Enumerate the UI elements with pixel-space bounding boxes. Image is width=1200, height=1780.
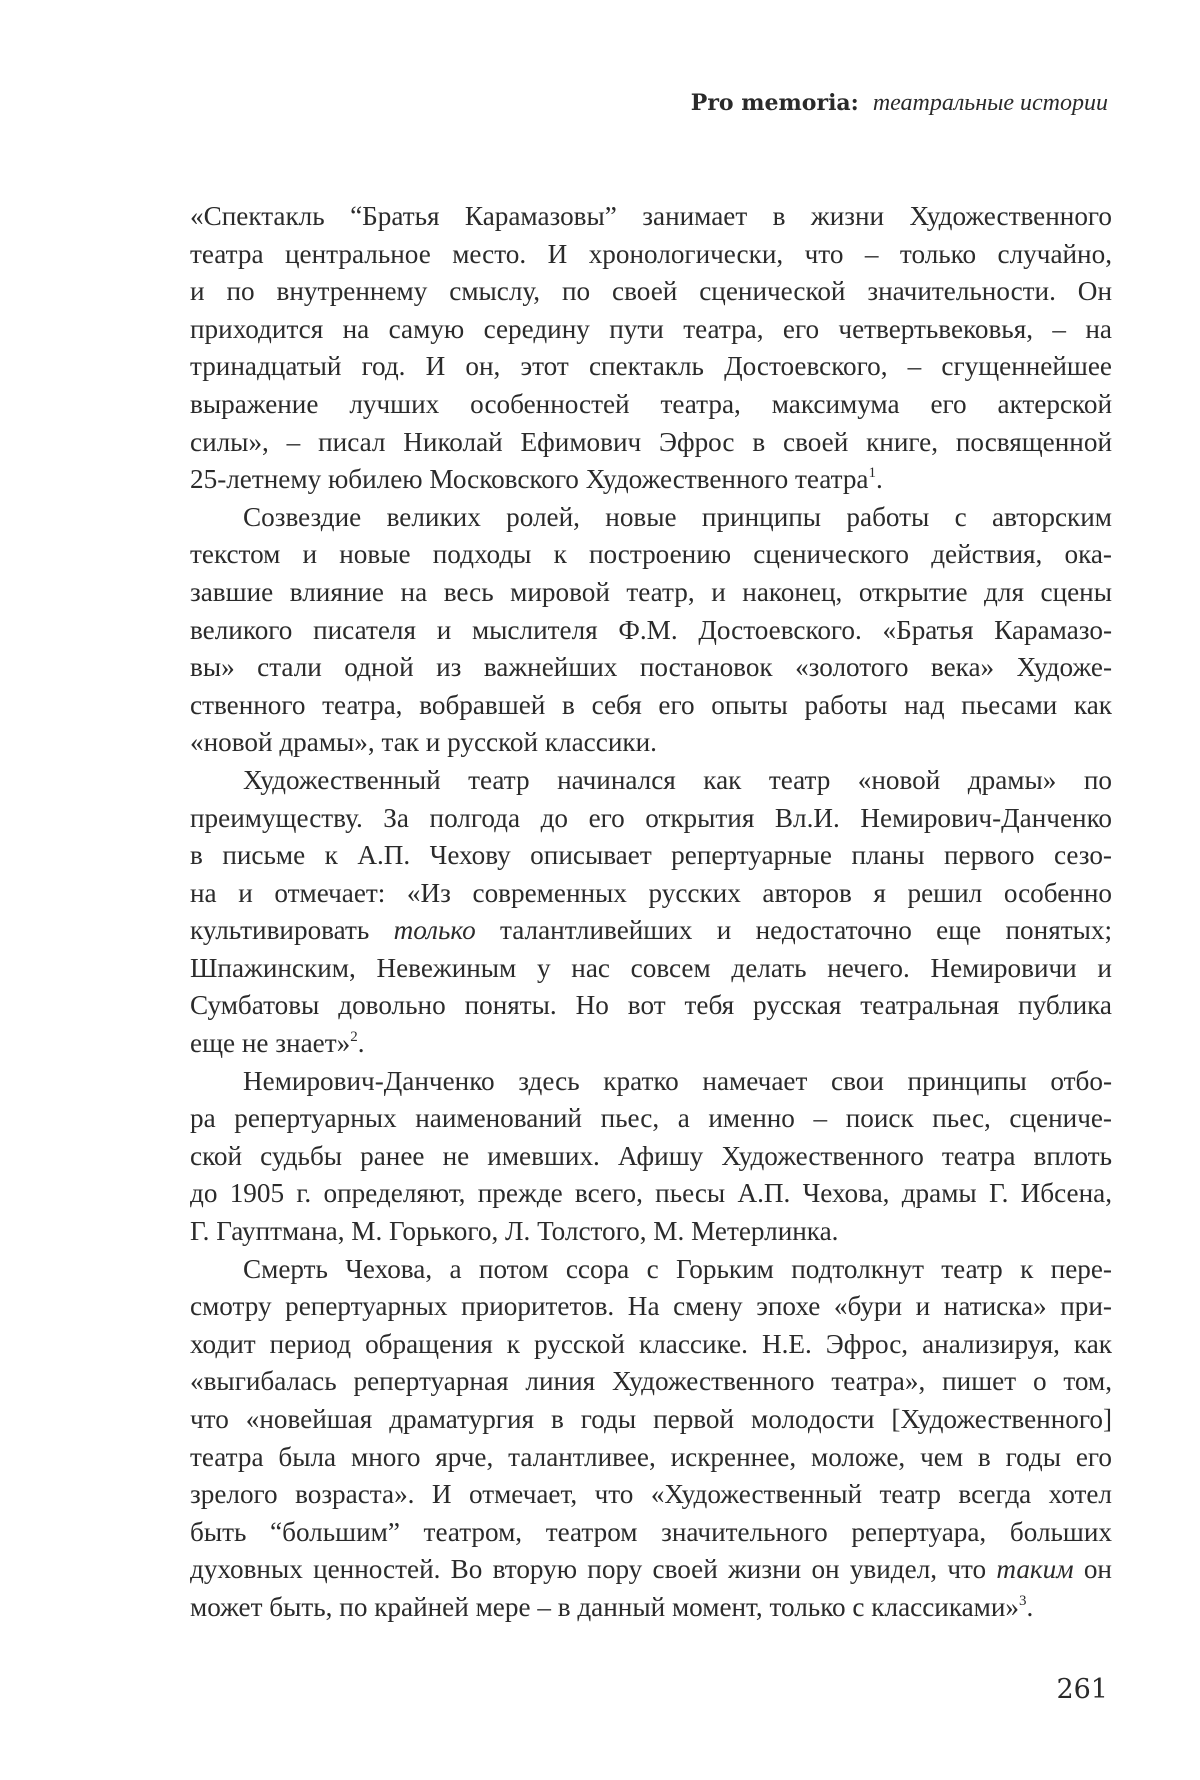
footnote-marker[interactable]: 1 — [868, 465, 877, 482]
text-run: великого писателя и мыслителя Ф.М. Достоевского. «Братья Карамазо- — [190, 614, 1112, 645]
text-line — [190, 1175, 1112, 1213]
text-line — [190, 687, 1112, 725]
text-run: Созвездие великих ролей, новые принципы работы с авторским — [243, 501, 1112, 532]
text-line — [190, 348, 1112, 386]
text-line — [190, 762, 1112, 800]
text-line — [190, 1138, 1112, 1176]
footnote-marker[interactable]: 3 — [1019, 1592, 1027, 1609]
text-run: преимуществу. За полгода до его открытия Вл.И. Немирович-Данченко — [190, 802, 1112, 833]
text-run: театра была много ярче, талантливее, искреннее, моложе, чем в годы его — [190, 1441, 1112, 1472]
text-run: может быть, по крайней мере – в данный момент, только с классиками» — [190, 1591, 1020, 1622]
text-run: «выгибалась репертуарная линия Художественного театра», пишет о том, — [190, 1366, 1112, 1397]
emphasis: таким — [996, 1554, 1074, 1585]
text-line — [190, 612, 1112, 650]
footnote-marker[interactable]: 2 — [350, 1029, 358, 1046]
text-run: смотру репертуарных приоритетов. На смену эпохе «бури и натиска» при- — [190, 1291, 1112, 1322]
running-head-title: Pro memoria: — [690, 90, 859, 116]
text-run: текстом и новые подходы к построению сценического действия, ока- — [190, 539, 1112, 570]
running-head — [691, 88, 1108, 119]
emphasis: только — [393, 915, 476, 946]
text-line — [190, 1326, 1112, 1364]
text-run: до 1905 г. определяют, прежде всего, пьесы А.П. Чехова, драмы Г. Ибсена, — [190, 1178, 1112, 1209]
text-line — [190, 837, 1112, 875]
text-run: выражение лучших особенностей театра, максимума его актерской — [190, 388, 1112, 419]
text-run: театра центральное место. И хронологически, что – только случайно, — [190, 238, 1112, 269]
text-line — [190, 649, 1112, 687]
text-line — [190, 311, 1112, 349]
text-run: Сумбатовы довольно поняты. Но вот тебя русская театральная публика — [190, 990, 1112, 1021]
text-run: ственного театра, вобравшей в себя его опыты работы над пьесами как — [190, 689, 1112, 720]
text-run: еще не знает» — [190, 1028, 351, 1059]
body-text — [190, 198, 1112, 1627]
text-line — [190, 236, 1112, 274]
paragraph — [190, 1063, 1112, 1251]
text-run: Немирович-Данченко здесь кратко намечает свои принципы отбо- — [243, 1065, 1112, 1096]
text-line — [190, 950, 1112, 988]
text-run: талантливейших и недостаточно еще понятых; — [475, 915, 1113, 946]
text-run: зрелого возраста». И отмечает, что «Художественный театр всегда хотел — [190, 1479, 1112, 1510]
text-run: завшие влияние на весь мировой театр, и наконец, открытие для сцены — [190, 576, 1112, 607]
text-line — [190, 1288, 1112, 1326]
text-line — [190, 1551, 1112, 1589]
text-line — [190, 461, 1112, 499]
text-run: в письме к А.П. Чехову описывает репертуарные планы первого сезо- — [190, 840, 1112, 871]
text-run: приходится на самую середину пути театра, его четвертьвековья, – на — [190, 313, 1112, 344]
text-run: «новой драмы», так и русской классики. — [190, 727, 657, 758]
text-run: . — [357, 1028, 365, 1059]
text-line — [190, 386, 1112, 424]
paragraph — [190, 499, 1112, 762]
text-run: . — [1026, 1591, 1034, 1622]
text-run: он — [1073, 1554, 1112, 1585]
text-line — [190, 1514, 1112, 1552]
text-line — [190, 536, 1112, 574]
text-line — [190, 273, 1112, 311]
paragraph — [190, 762, 1112, 1063]
text-run: Шпажинским, Невежиным у нас совсем делать нечего. Немировичи и — [190, 952, 1112, 983]
text-run: культивировать — [190, 915, 394, 946]
text-line — [190, 875, 1112, 913]
text-run: на и отмечает: «Из современных русских авторов я решил особенно — [190, 877, 1112, 908]
text-run: силы», – писал Николай Ефимович Эфрос в своей книге, посвященной — [190, 426, 1112, 457]
text-run: и по внутреннему смыслу, по своей сценической значительности. Он — [190, 276, 1112, 307]
text-line — [190, 198, 1112, 236]
text-run: Смерть Чехова, а потом ссора с Горьким подтолкнут театр к пере- — [243, 1253, 1112, 1284]
text-run: вы» стали одной из важнейших постановок «золотого века» Художе- — [190, 652, 1112, 683]
text-run: тринадцатый год. И он, этот спектакль Достоевского, – сгущеннейшее — [190, 351, 1112, 382]
text-run: ходит период обращения к русской классике. Н.Е. Эфрос, анализируя, как — [190, 1328, 1112, 1359]
text-line — [190, 1401, 1112, 1439]
text-line — [190, 424, 1112, 462]
text-line — [190, 912, 1112, 950]
text-run: 25-летнему юбилею Московского Художественного театра — [190, 464, 869, 495]
text-run: . — [876, 464, 883, 495]
text-run: Художественный театр начинался как театр «новой драмы» по — [243, 764, 1112, 795]
text-run: духовных ценностей. Во вторую пору своей жизни он увидел, что — [190, 1554, 997, 1585]
text-line — [190, 1439, 1112, 1477]
text-line — [190, 1363, 1112, 1401]
text-run: «Спектакль “Братья Карамазовы” занимает в жизни Художественного — [190, 201, 1112, 231]
text-line — [190, 800, 1112, 838]
text-run: быть “большим” театром, театром значительного репертуара, больших — [190, 1516, 1112, 1547]
text-run: Г. Гауптмана, М. Горького, Л. Толстого, М. Метерлинка. — [190, 1216, 839, 1247]
paragraph — [190, 198, 1112, 499]
page-number: 261 — [1056, 1674, 1108, 1705]
text-line — [190, 1063, 1112, 1101]
text-line — [190, 724, 1112, 762]
text-line — [190, 574, 1112, 612]
text-run: ра репертуарных наименований пьес, а именно – поиск пьес, сцениче- — [190, 1103, 1112, 1134]
running-head-subtitle: театральные истории — [872, 90, 1108, 116]
text-line — [190, 1589, 1112, 1627]
text-line — [190, 987, 1112, 1025]
text-line — [190, 1100, 1112, 1138]
text-line — [190, 1251, 1112, 1289]
text-line — [190, 1476, 1112, 1514]
text-line — [190, 1025, 1112, 1063]
text-run: что «новейшая драматургия в годы первой молодости [Художественного] — [190, 1404, 1112, 1434]
text-run: ской судьбы ранее не имевших. Афишу Художественного театра вплоть — [190, 1140, 1112, 1171]
text-line — [190, 1213, 1112, 1251]
paragraph — [190, 1251, 1112, 1627]
text-line — [190, 499, 1112, 537]
